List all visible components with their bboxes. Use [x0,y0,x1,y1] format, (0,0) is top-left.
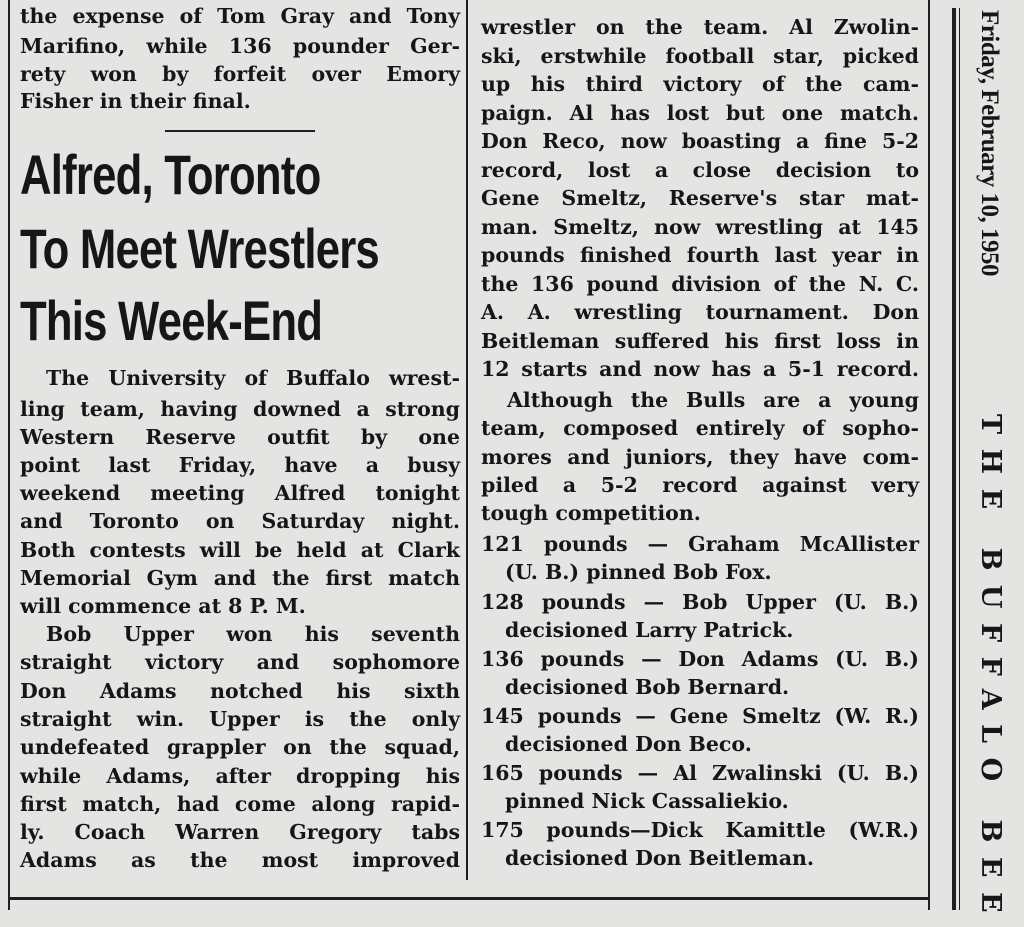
body-line: undefeated grappler on the squad, [20,735,460,759]
result-line: decisioned Don Beco. [505,732,752,756]
body-line: Don Reco, now boasting a fine 5-2 [481,129,919,153]
body-line: record, lost a close decision to [481,158,919,182]
right-column [481,0,919,880]
body-line: ling team, having downed a strong [20,397,460,421]
result-line: 121 pounds — Graham McAllister [481,532,919,556]
body-line: man. Smeltz, now wrestling at 145 [481,215,919,239]
body-line: straight win. Upper is the only [20,707,460,731]
result-line: 145 pounds — Gene Smeltz (W. R.) [481,704,919,728]
article-continued-line: Marifino, while 136 pounder Ger- [20,34,460,58]
article-continued-line: rety won by forfeit over Emory [20,62,460,86]
article-continued-line: Fisher in their final. [20,89,251,113]
body-line: Both contests will be held at Clark [20,538,460,562]
body-line: and Toronto on Saturday night. [20,509,460,533]
headline-line: To Meet Wrestlers [20,217,379,280]
headline-line: Alfred, Toronto [20,143,321,206]
body-line: Western Reserve outfit by one [20,425,460,449]
column-divider-rule [466,0,468,880]
headline-line: This Week-End [20,289,323,352]
result-line: decisioned Bob Bernard. [505,675,790,699]
body-line: 12 starts and now has a 5-1 record. [481,357,919,381]
body-line: Don Adams notched his sixth [20,679,460,703]
body-line: pounds finished fourth last year in [481,243,919,267]
body-line: straight victory and sophomore [20,650,460,674]
result-line: 136 pounds — Don Adams (U. B.) [481,647,919,671]
left-border-rule [8,0,10,910]
article-continued-line: the expense of Tom Gray and Tony [20,4,460,28]
body-line: ski, erstwhile football star, picked [481,44,919,68]
masthead: THE BUFFALO BEE [975,414,1006,927]
body-line: ly. Coach Warren Gregory tabs [20,820,460,844]
body-line: mores and juniors, they have com- [481,445,919,469]
body-line: Gene Smeltz, Reserve's star mat- [481,186,919,210]
folio-rule-thin [959,8,960,910]
result-line: 128 pounds — Bob Upper (U. B.) [481,590,919,614]
body-line: Beitleman suffered his first loss in [481,329,919,353]
body-line: Memorial Gym and the first match [20,566,460,590]
body-line: Bob Upper won his seventh [46,622,460,646]
body-line: Although the Bulls are a young [507,388,919,412]
body-line: wrestler on the team. Al Zwolin- [481,15,919,39]
body-line: piled a 5-2 record against very [481,473,919,497]
body-line: tough competition. [481,501,701,525]
body-line: team, composed entirely of sopho- [481,416,919,440]
result-line: decisioned Don Beitleman. [505,846,815,870]
result-line: decisioned Larry Patrick. [505,618,794,642]
body-line: first match, had come along rapid- [20,792,460,816]
body-line: weekend meeting Alfred tonight [20,481,460,505]
body-line: up his third victory of the cam- [481,72,919,96]
result-line: 175 pounds—Dick Kamittle (W.R.) [481,818,919,842]
body-line: point last Friday, have a busy [20,453,460,477]
folio-date: Friday, February 10, 1950 [976,10,1003,276]
bottom-rule [10,897,928,900]
folio-rule-thick [952,8,956,910]
body-line: will commence at 8 P. M. [20,594,306,618]
body-line: the 136 pound division of the N. C. [481,272,919,296]
result-line: (U. B.) pinned Bob Fox. [505,560,772,584]
body-line: while Adams, after dropping his [20,764,460,788]
right-column-rule [928,0,930,910]
body-line: Adams as the most improved [20,848,460,872]
result-line: pinned Nick Cassaliekio. [505,789,789,813]
body-line: The University of Buffalo wrest- [46,366,460,390]
body-line: paign. Al has lost but one match. [481,101,919,125]
body-line: A. A. wrestling tournament. Don [481,300,919,324]
result-line: 165 pounds — Al Zwalinski (U. B.) [481,761,919,785]
left-column [20,0,460,880]
